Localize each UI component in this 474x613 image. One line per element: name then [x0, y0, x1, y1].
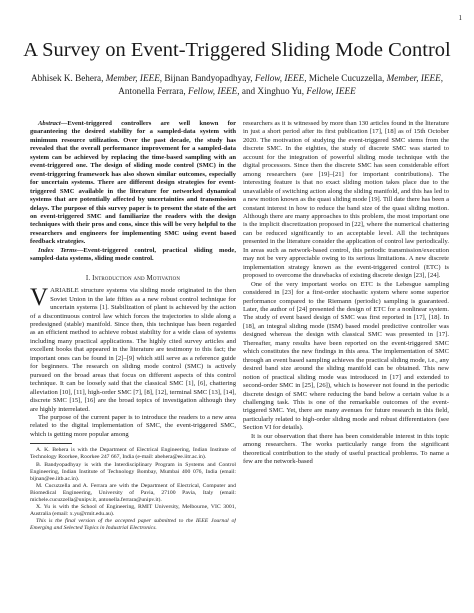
- author-name: Antonella Ferrara,: [118, 86, 186, 96]
- page-number: 1: [458, 14, 462, 22]
- abstract-label: Abstract: [38, 120, 61, 127]
- author-name: Michele Cucuzzella,: [308, 73, 385, 83]
- intro-first-word: ARIABLE: [50, 287, 79, 295]
- author-role: Fellow, IEEE,: [187, 86, 240, 96]
- author-role: Member, IEEE,: [386, 73, 444, 83]
- body-paragraph: It is our observation that there has been considerable interest in this topic among researchers. The works particularly range from the significant theoretical contribution to the study of useful practical problems. To name a few are the network-based: [243, 432, 449, 466]
- section-title-text: Introduction and Motivation: [92, 273, 181, 282]
- body-paragraph: researchers as it is witnessed by more than 130 articles found in the literature in just a short period after its first publication [17], [18] as of 15th October 2020. The motivation of studying the event-triggered SMC stems from the discrete SMC. In the eighties, the study of discrete SMC was started to account for the integration of powerful sliding mode technique with the digital processors. Since then the discrete SMC has seen considerable effort among researchers (see [19]–[21] for important contributions). The interesting feature is that no exact sliding motion takes place due to the unavailable of switching action along the sliding manifold, and this has led to a new motion known as the quasi sliding mode [19]. Till date there has been a constant interest in how to reduce the band size of the quasi sliding motion. Although there are many approaches to this problem, the most important one is the implicit discretization proposed in [22], where the numerical chattering can be reduced significantly to an acceptable level. All the techniques presented in the literature consider the application of control law periodically. In areas such as network-based control, this periodic transmission/execution may not be very appreciable owing to its serious limitations. A new discrete implementation strategy known as the event-triggered control (ETC) is proposed to overcome the drawbacks of existing discrete design [23], [24].: [243, 120, 449, 280]
- section-numeral: I.: [85, 273, 91, 282]
- footnote: A. K. Behera is with the Department of Electrical Engineering, Indian Institute of Technology Roorkee, Roorkee 247 667, India (e-mail: abehera@ee.iitr.ac.in).: [30, 447, 236, 461]
- footnote-publication-note: This is the final version of the accepted paper submitted to the IEEE Journal of Emerging and Selected Topics in Industrial Electronics.: [30, 518, 236, 532]
- index-terms-text: —Event-triggered control, practical sliding mode, sampled-data systems, sliding mode control.: [30, 246, 236, 263]
- author-list: [30, 72, 444, 98]
- author-name: Abhisek K. Behera,: [30, 73, 104, 83]
- abstract-text: —Event-triggered controllers are well known for guaranteeing the desired stability for a sampled-data system with minimum resource utilization. Over the past decade, the study has revealed that the overall performance improvement for a sampled-data system can be achieved by replacing the time-based sampling with an event-triggered one. The design of sliding mode control (SMC) in the event-triggering framework has also shown similar outcomes, especially for uncertain systems. There are different design strategies for event-triggered SMC available in the literature for networked dynamical systems that are potentially affected by uncertainties and transmission delays. The purpose of this survey paper is to present the state of the art on event-triggered SMC and familiarize the readers with the design techniques with their pros and cons, since this will be very helpful to the researchers and engineers for implementing SMC using event based feedback strategies.: [30, 120, 236, 246]
- author-role: Member, IEEE,: [105, 73, 163, 83]
- body-paragraph: One of the very important works on ETC is the Lebesgue sampling considered in [23] for a first-order stochastic system where some superior performance compared to the Riemann (periodic) sampling is guaranteed. Later, the author of [24] presented the design of ETC for a nonlinear system. The study of event based design of SMC was first reported in [17], [18]. In [18], an integral sliding mode (ISM) based model predictive controller was designed whereas the design with classical SMC was presented in [17]. Thereafter, many results have been reported on the event-triggered SMC which constitutes the new findings in this area. The implementation of SMC through an event based sampling achieves the practical sliding mode, i.e., any desired band size around the sliding manifold can be obtained. This new notion of practical sliding mode was introduced in [17] and extended to second-order SMC in [25], [26]), which is however not found in the periodic discrete design of SMC where reducing the band below a certain value is a challenging task. This is one of the remarkable outcomes of the event-triggered SMC. Yet, there are many avenues for future research in this field, particularly related to high-order sliding mode and robust differentiators (see Section VI for details).: [243, 280, 449, 432]
- footnotes: [30, 447, 236, 532]
- footnote: M. Cucuzzella and A. Ferrara are with the Department of Electrical, Computer and Biomedical Engineering, University of Pavia, 27100 Pavia, Italy (email: michele.cucuzzella@unipv.it, antonella.ferrara@unipv.it).: [30, 482, 236, 503]
- intro-paragraph-2: The purpose of the current paper is to introduce the readers to a new area related to the digital implementation of SMC, the event-triggered SMC, which is getting more popular among: [30, 413, 236, 438]
- right-column: [243, 120, 449, 608]
- paper-title: A Survey on Event-Triggered Sliding Mode Control: [23, 39, 451, 61]
- index-terms-label: Index Terms: [38, 246, 77, 254]
- author-role: Fellow, IEEE: [306, 86, 356, 96]
- author-name: Bijnan Bandyopadhyay,: [164, 73, 253, 83]
- author-name: and Xinghuo Yu,: [241, 86, 305, 96]
- author-role: Fellow, IEEE,: [254, 73, 307, 83]
- index-terms: [30, 247, 236, 264]
- footnote-rule: [30, 443, 72, 444]
- section-heading: [30, 274, 236, 282]
- drop-cap: V: [30, 284, 49, 312]
- footnote: X. Yu is with the School of Engineering, RMIT University, Melbourne, VIC 3001, Australia (email: x.yu@rmit.edu.au).: [30, 504, 236, 518]
- abstract: [30, 120, 236, 247]
- intro-paragraph-1-text: structure systems via sliding mode originated in the then Soviet Union in the late fifties as a new robust control technique for uncertain systems [1]. Stabilization of plant is achieved by the action of a discontinuous control law which forces the trajectories to slide along a predesigned (stable) manifold. Since then, this technique has been regarded as an efficient method to achieve robust stability for a wide class of systems including many practical applications. The highly cited survey articles and excellent books that appeared in the literature are testimony to this fact; the important ones can be found in [2]–[9] which still serve as a reference guide for beginners. The research on sliding mode control (SMC) is actively pursued on the broad areas that focus on different aspects of this control technique. It can be loosely said that the classical SMC [1], [6], chattering alleviation [10], [11], high-order SMC [7], [8], [12], terminal SMC [13], [14], discrete SMC [15], [16] are the broad topics of investigation although they are highly interrelated.: [30, 287, 236, 413]
- footnote: B. Bandyopadhyay is with the Interdisciplinary Program in Systems and Control Engineering, Indian Institute of Technology Bombay, Mumbai 400 076, India (email: bijnan@ee.iitb.ac.in).: [30, 461, 236, 482]
- left-column: [30, 120, 236, 608]
- intro-paragraph-1: [30, 284, 236, 414]
